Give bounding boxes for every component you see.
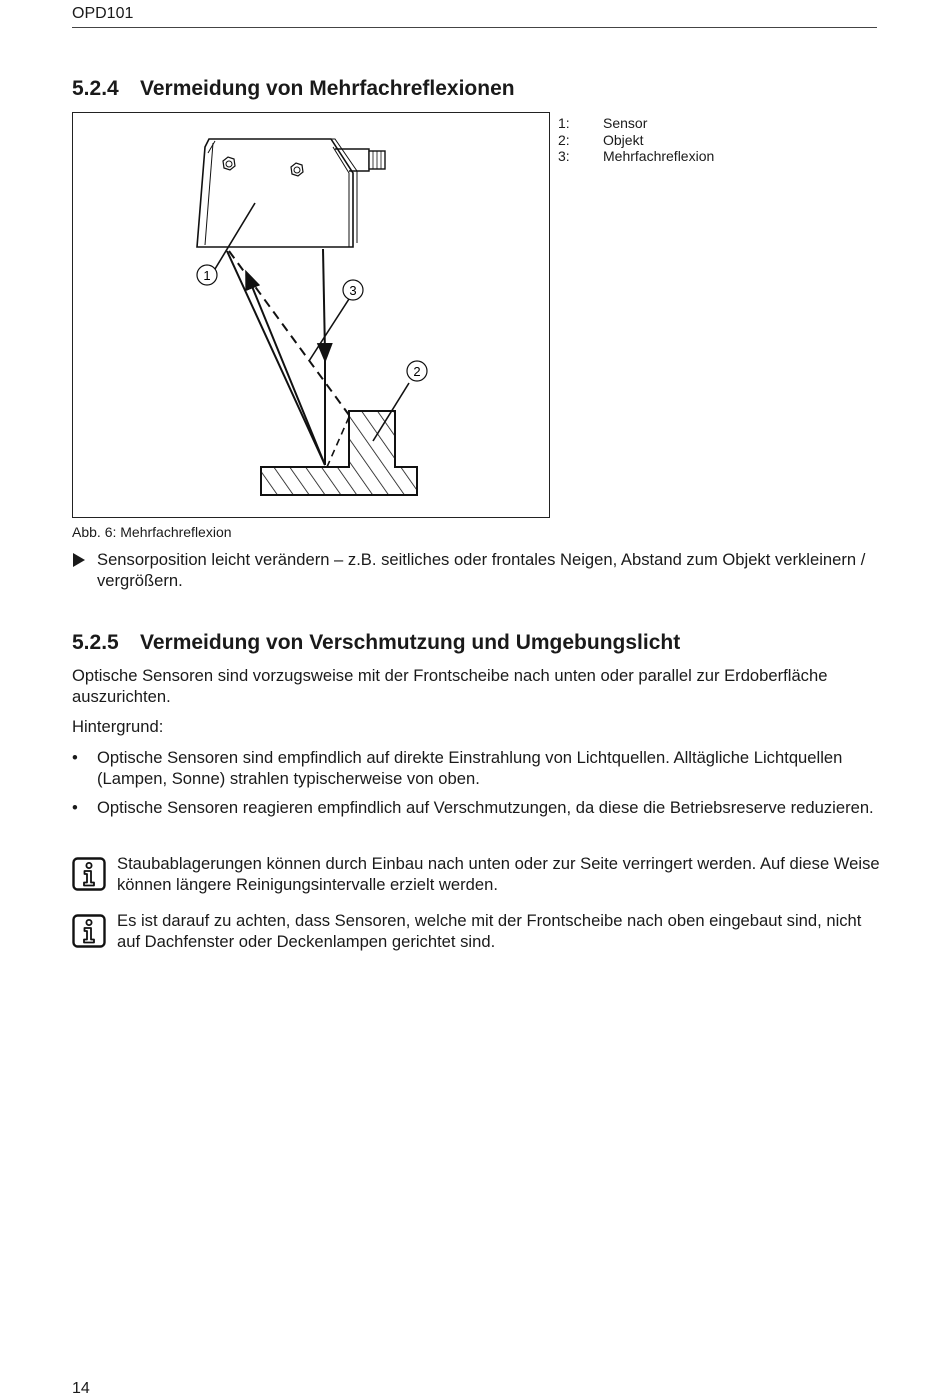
- legend-label: Objekt: [603, 131, 644, 148]
- bullet-mark: •: [72, 748, 78, 767]
- svg-text:3: 3: [349, 283, 357, 298]
- legend-item: [558, 115, 714, 132]
- bullet-item: [72, 748, 882, 789]
- mounting-nut-icon: [291, 163, 303, 176]
- figure-caption: Abb. 6: Mehrfachreflexion: [72, 524, 232, 540]
- background-label: Hintergrund:: [72, 717, 164, 736]
- callout-3: [343, 280, 363, 300]
- note-text: Es ist darauf zu achten, dass Sensoren, welche mit der Frontscheibe nach oben eingebaut sind, nicht auf Dachfenster oder Deckenlampen gerichtet sind.: [117, 911, 862, 951]
- legend-key: 2:: [558, 131, 570, 148]
- info-icon: [72, 914, 106, 948]
- object-block: [261, 411, 417, 495]
- page-number: 14: [72, 1380, 90, 1397]
- intro-paragraph: Optische Sensoren sind vorzugsweise mit der Frontscheibe nach unten oder parallel zur Erdoberfläche auszurichten.: [72, 666, 828, 706]
- section-heading-5-2-5: [72, 631, 680, 655]
- document-header-title: OPD101: [72, 5, 134, 22]
- callout-1: [197, 265, 217, 285]
- callout-2: [407, 361, 427, 381]
- legend-label: Sensor: [603, 115, 648, 131]
- header-divider: [72, 27, 877, 28]
- legend-item: [558, 132, 714, 149]
- light-beams: [227, 249, 349, 467]
- info-icon: [72, 857, 106, 891]
- action-text: Sensorposition leicht verändern – z.B. seitliches oder frontales Neigen, Abstand zum Objekt verkleinern / vergrößern.: [97, 550, 866, 590]
- legend-key: 1:: [558, 115, 570, 131]
- section-title: Vermeidung von Verschmutzung und Umgebungslicht: [140, 631, 681, 654]
- note-text: Staubablagerungen können durch Einbau nach unten oder zur Seite verringert werden. Auf diese Weise können längere Reinigungsintervalle erzielt werden.: [117, 854, 880, 894]
- bullet-text: Optische Sensoren sind empfindlich auf direkte Einstrahlung von Lichtquellen. Alltägliche Lichtquellen (Lampen, Sonne) strahlen typischerweise von oben.: [97, 748, 843, 788]
- figure-legend: [558, 115, 714, 165]
- multiple-reflection-diagram: [73, 113, 549, 517]
- legend-item: [558, 148, 714, 165]
- bullet-item: [72, 798, 882, 819]
- bullet-mark: •: [72, 798, 78, 817]
- bullet-text: Optische Sensoren reagieren empfindlich auf Verschmutzungen, da diese die Betriebsreserve reduzieren.: [97, 798, 874, 817]
- legend-key: 3:: [558, 148, 570, 164]
- action-instruction: [72, 550, 882, 591]
- section-heading-5-2-4: [72, 77, 515, 101]
- svg-text:1: 1: [203, 268, 211, 283]
- sensor-housing: [197, 139, 385, 247]
- legend-label: Mehrfachreflexion: [603, 148, 715, 164]
- section-number: 5.2.4: [72, 77, 119, 100]
- arrow-right-icon: [72, 553, 86, 567]
- figure-frame: [72, 112, 550, 518]
- section-number: 5.2.5: [72, 631, 119, 654]
- svg-text:2: 2: [413, 364, 421, 379]
- mounting-nut-icon: [223, 157, 235, 170]
- section-title: Vermeidung von Mehrfachreflexionen: [140, 77, 515, 100]
